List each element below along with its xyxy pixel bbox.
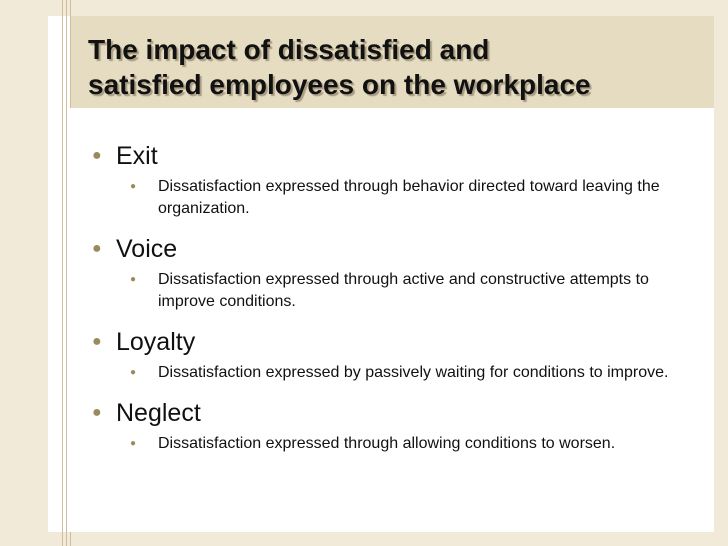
sub-bullet-icon: ● — [130, 438, 137, 449]
bullet-description: Dissatisfaction expressed through behavior directed toward leaving the organization. — [158, 178, 660, 217]
decorative-line — [62, 0, 63, 546]
bullet-icon: ● — [92, 147, 102, 164]
bullet-icon: ● — [92, 240, 102, 257]
bullet-label: Neglect — [116, 399, 201, 427]
list-item-loyalty — [92, 324, 702, 384]
title-line: satisfied employees on the workplace — [88, 69, 591, 100]
bullet-description: Dissatisfaction expressed by passively waiting for conditions to improve. — [158, 364, 669, 381]
sub-bullet-icon: ● — [130, 181, 137, 192]
title-line: The impact of dissatisfied and — [88, 34, 490, 65]
bullet-description: Dissatisfaction expressed through allowing conditions to worsen. — [158, 435, 616, 452]
bullet-icon: ● — [92, 404, 102, 421]
slide-frame-bottom — [0, 532, 728, 546]
slide-frame-left — [0, 0, 48, 546]
list-item-neglect — [92, 395, 702, 455]
slide-title — [88, 32, 708, 102]
bullet-description: Dissatisfaction expressed through active and constructive attempts to improve conditions. — [158, 271, 649, 310]
bullet-icon: ● — [92, 333, 102, 350]
slide-frame-right — [714, 0, 728, 546]
bullet-label: Loyalty — [116, 328, 196, 356]
sub-bullet-icon: ● — [130, 367, 137, 378]
bullet-list — [92, 138, 702, 466]
list-item-voice — [92, 231, 702, 313]
bullet-label: Voice — [116, 235, 178, 263]
decorative-line — [66, 0, 67, 546]
bullet-label: Exit — [116, 142, 158, 170]
sub-bullet-icon: ● — [130, 274, 137, 285]
slide-frame-top — [0, 0, 728, 16]
list-item-exit — [92, 138, 702, 220]
